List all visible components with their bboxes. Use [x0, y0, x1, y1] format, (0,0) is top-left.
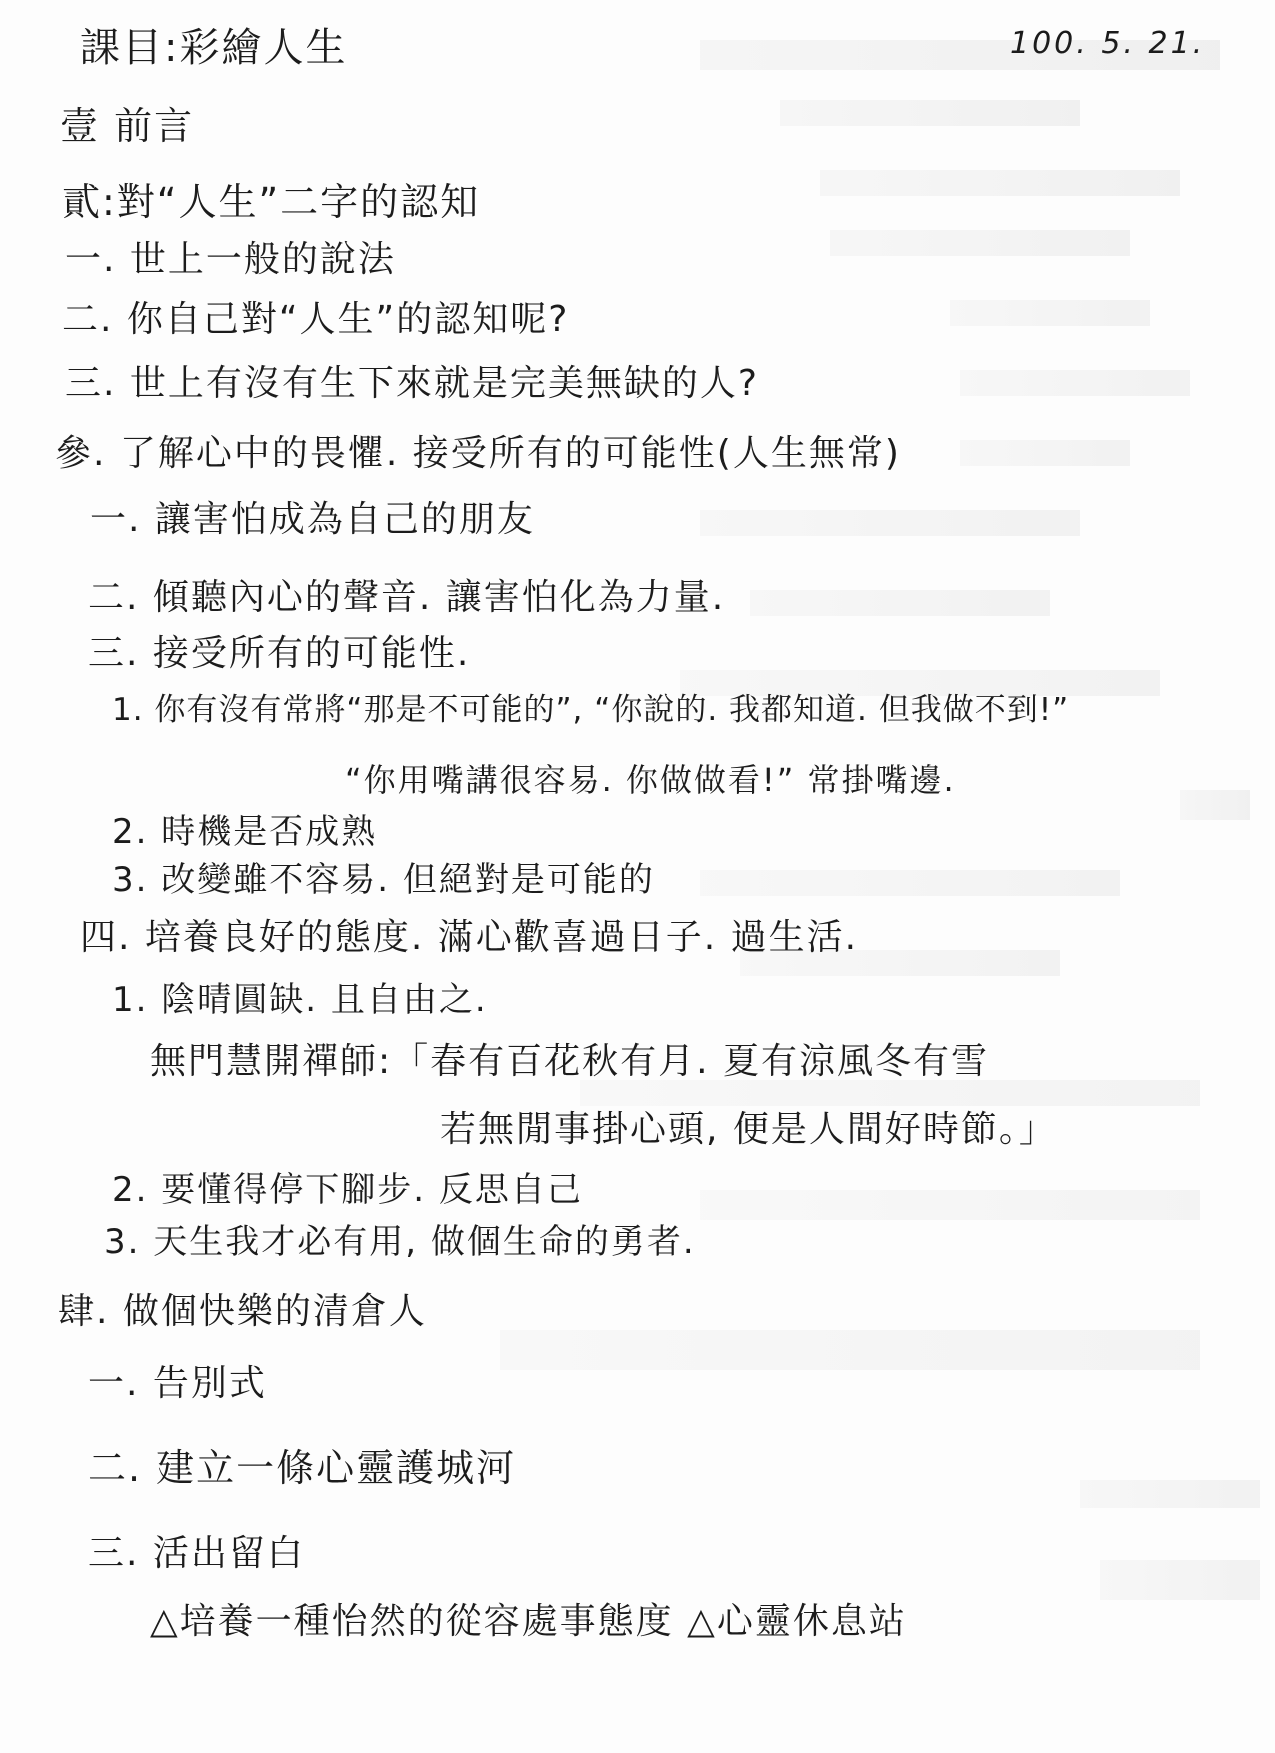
quotation-line: 無門慧開禪師:「春有百花秋有月. 夏有涼風冬有雪: [150, 1041, 990, 1082]
bleed-through-mark: [950, 300, 1150, 326]
outline-item: 一. 告別式: [88, 1363, 267, 1404]
bleed-through-mark: [780, 100, 1080, 126]
section-heading: 肆. 做個快樂的清倉人: [58, 1291, 427, 1332]
date-stamp: 100. 5. 21.: [1010, 26, 1206, 61]
outline-subitem: 2. 要懂得停下腳步. 反思自己: [112, 1170, 583, 1210]
bleed-through-mark: [960, 370, 1190, 396]
outline-bullet-line: △培養一種怡然的從容處事態度 △心靈休息站: [150, 1601, 907, 1642]
outline-item: 三. 活出留白: [88, 1533, 305, 1574]
outline-item: 二. 你自己對“人生”的認知呢?: [62, 299, 570, 340]
bleed-through-mark: [500, 1330, 1200, 1370]
bleed-through-mark: [700, 1190, 1200, 1220]
outline-subitem: 2. 時機是否成熟: [112, 812, 378, 852]
outline-item: 四. 培養良好的態度. 滿心歡喜過日子. 過生活.: [80, 917, 859, 958]
outline-item: 一. 讓害怕成為自己的朋友: [90, 499, 535, 540]
outline-subitem: 3. 天生我才必有用, 做個生命的勇者.: [104, 1222, 696, 1262]
outline-subitem: 1. 陰晴圓缺. 且自由之.: [112, 980, 488, 1020]
outline-item: 二. 傾聽內心的聲音. 讓害怕化為力量.: [88, 577, 726, 618]
outline-item: 三. 接受所有的可能性.: [88, 633, 471, 674]
quotation-line: 若無閒事掛心頭, 便是人間好時節。」: [440, 1109, 1057, 1150]
section-heading: 參. 了解心中的畏懼. 接受所有的可能性(人生無常): [55, 433, 901, 474]
bleed-through-mark: [700, 510, 1080, 536]
bleed-through-mark: [960, 440, 1130, 466]
bleed-through-mark: [1180, 790, 1250, 820]
outline-subitem: 3. 改變雖不容易. 但絕對是可能的: [112, 860, 655, 900]
bleed-through-mark: [1100, 1560, 1260, 1600]
bleed-through-mark: [820, 170, 1180, 196]
bleed-through-mark: [1080, 1480, 1260, 1508]
course-title: 課目:彩繪人生: [80, 25, 348, 71]
section-heading: 貳:對“人生”二字的認知: [62, 180, 481, 224]
bleed-through-mark: [750, 590, 1050, 616]
bleed-through-mark: [700, 870, 1120, 896]
outline-item: 一. 世上一般的說法: [65, 239, 396, 280]
outline-item: 三. 世上有沒有生下來就是完美無缺的人?: [65, 363, 759, 404]
bleed-through-mark: [830, 230, 1130, 256]
outline-subitem: 1. 你有沒有常將“那是不可能的”, “你說的. 我都知道. 但我做不到!”: [112, 692, 1070, 728]
section-heading: 壹 前言: [60, 104, 195, 148]
outline-item: 二. 建立一條心靈護城河: [88, 1446, 517, 1490]
outline-subitem-continuation: “你用嘴講很容易. 你做做看!” 常掛嘴邊.: [345, 761, 956, 799]
